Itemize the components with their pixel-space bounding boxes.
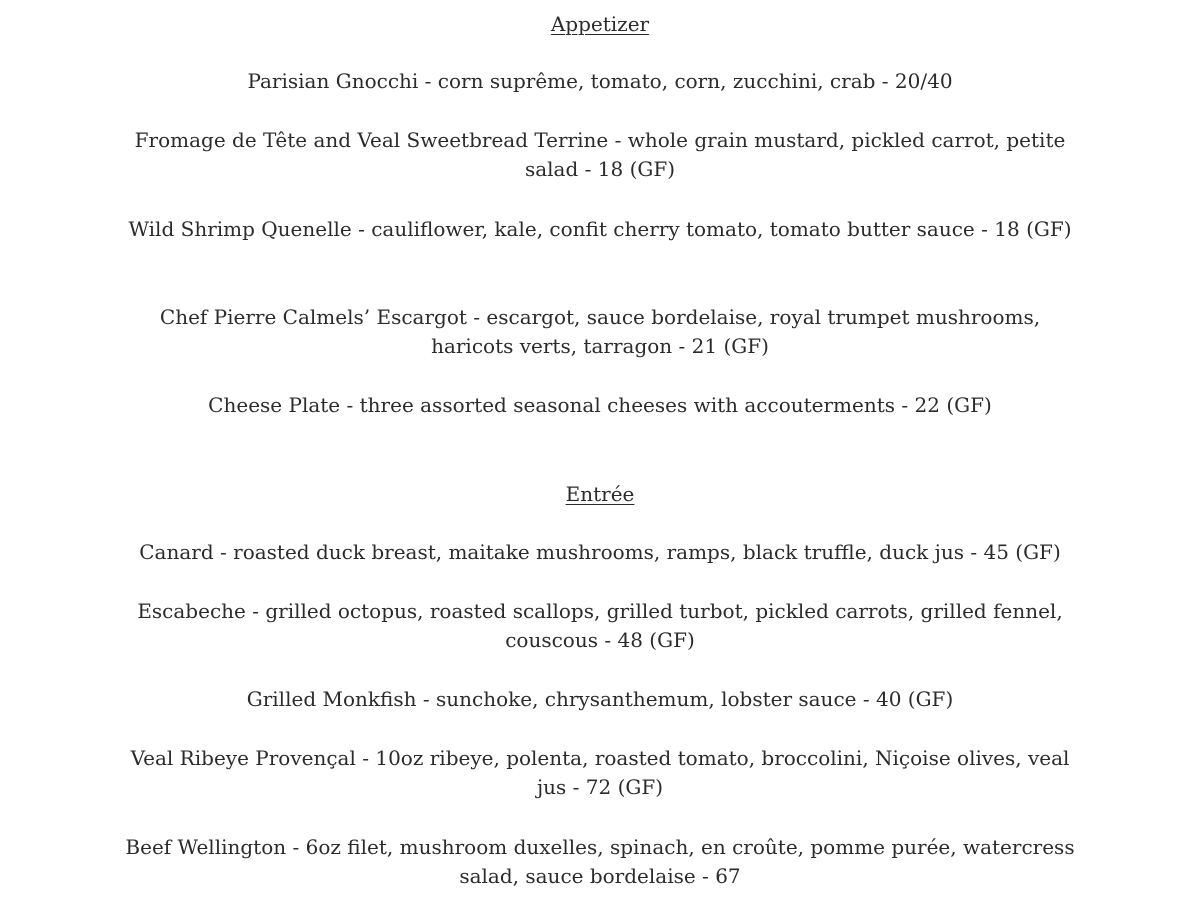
item-separator: - xyxy=(286,835,306,859)
item-separator: - xyxy=(875,69,895,93)
item-separator: - xyxy=(351,217,372,241)
menu-item-escargot xyxy=(120,303,1080,361)
gluten-free-tag: (GF) xyxy=(1015,540,1061,564)
item-price: 45 xyxy=(983,540,1009,564)
item-description: 10oz ribeye, polenta, roasted tomato, broccolini, Niçoise olives, veal jus xyxy=(375,746,1070,799)
gluten-free-tag: (GF) xyxy=(617,775,664,799)
item-separator: - xyxy=(213,540,234,564)
item-name: Beef Wellington xyxy=(125,835,287,859)
item-description: three assorted seasonal cheeses with accouterments xyxy=(359,393,896,417)
item-description: escargot, sauce bordelaise, royal trumpet mushrooms, haricots verts, tarragon xyxy=(431,305,1041,358)
menu-item-parisian-gnocchi xyxy=(120,67,1080,96)
menu-item-wild-shrimp-quenelle xyxy=(120,215,1080,244)
item-description: roasted duck breast, maitake mushrooms, ramps, black truffle, duck jus xyxy=(233,540,964,564)
item-name: Veal Ribeye Provençal xyxy=(130,746,356,770)
item-price: 48 xyxy=(617,628,643,652)
menu-item-grilled-monkfish xyxy=(120,685,1080,714)
item-name: Grilled Monkfish xyxy=(246,687,417,711)
menu-item-veal-ribeye xyxy=(120,744,1080,802)
item-price: 40 xyxy=(875,687,902,711)
item-separator: - xyxy=(895,393,915,417)
menu-item-cheese-plate xyxy=(120,391,1080,420)
item-separator: - xyxy=(974,217,995,241)
item-separator: - xyxy=(672,334,692,358)
item-name: Parisian Gnocchi xyxy=(247,69,419,93)
gluten-free-tag: (GF) xyxy=(907,687,954,711)
appetizer-heading: Appetizer xyxy=(550,12,650,36)
item-separator: - xyxy=(566,775,586,799)
item-name: Cheese Plate xyxy=(208,393,341,417)
menu-item-beef-wellington xyxy=(120,833,1080,891)
item-name: Chef Pierre Calmels’ Escargot xyxy=(159,305,467,329)
menu-item-escabeche xyxy=(120,597,1080,655)
item-description: whole grain mustard, pickled carrot, petite salad xyxy=(524,128,1066,181)
item-name: Fromage de Tête and Veal Sweetbread Terrine xyxy=(134,128,609,152)
item-name: Escabeche xyxy=(137,599,246,623)
item-separator: - xyxy=(418,69,438,93)
gluten-free-tag: (GF) xyxy=(946,393,992,417)
item-price: 21 xyxy=(691,334,718,358)
item-price: 20/40 xyxy=(894,69,953,93)
item-separator: - xyxy=(598,628,618,652)
item-name: Canard xyxy=(139,540,214,564)
item-price: 18 xyxy=(994,217,1020,241)
item-separator: - xyxy=(856,687,876,711)
gluten-free-tag: (GF) xyxy=(1026,217,1072,241)
item-price: 22 xyxy=(914,393,940,417)
gluten-free-tag: (GF) xyxy=(649,628,695,652)
item-separator: - xyxy=(355,746,376,770)
item-separator: - xyxy=(695,864,716,888)
item-separator: - xyxy=(963,540,984,564)
item-separator: - xyxy=(245,599,266,623)
item-description: cauliflower, kale, confit cherry tomato, tomato butter sauce xyxy=(371,217,975,241)
menu-item-fromage-de-tete xyxy=(120,126,1080,184)
gluten-free-tag: (GF) xyxy=(629,157,676,181)
item-description: grilled octopus, roasted scallops, grilled turbot, pickled carrots, grilled fennel, couscous xyxy=(265,599,1063,652)
item-price: 72 xyxy=(585,775,612,799)
item-separator: - xyxy=(416,687,436,711)
item-separator: - xyxy=(578,157,598,181)
menu-item-canard xyxy=(120,538,1080,567)
item-separator: - xyxy=(466,305,487,329)
item-name: Wild Shrimp Quenelle xyxy=(128,217,352,241)
item-price: 67 xyxy=(715,864,741,888)
item-price: 18 xyxy=(597,157,624,181)
item-separator: - xyxy=(608,128,628,152)
item-separator: - xyxy=(340,393,360,417)
entree-heading: Entrée xyxy=(565,482,635,506)
item-description: sunchoke, chrysanthemum, lobster sauce xyxy=(435,687,857,711)
gluten-free-tag: (GF) xyxy=(723,334,769,358)
item-description: corn suprême, tomato, corn, zucchini, crab xyxy=(437,69,876,93)
item-description: 6oz filet, mushroom duxelles, spinach, en croûte, pomme purée, watercress salad, sauce bordelaise xyxy=(305,835,1075,888)
